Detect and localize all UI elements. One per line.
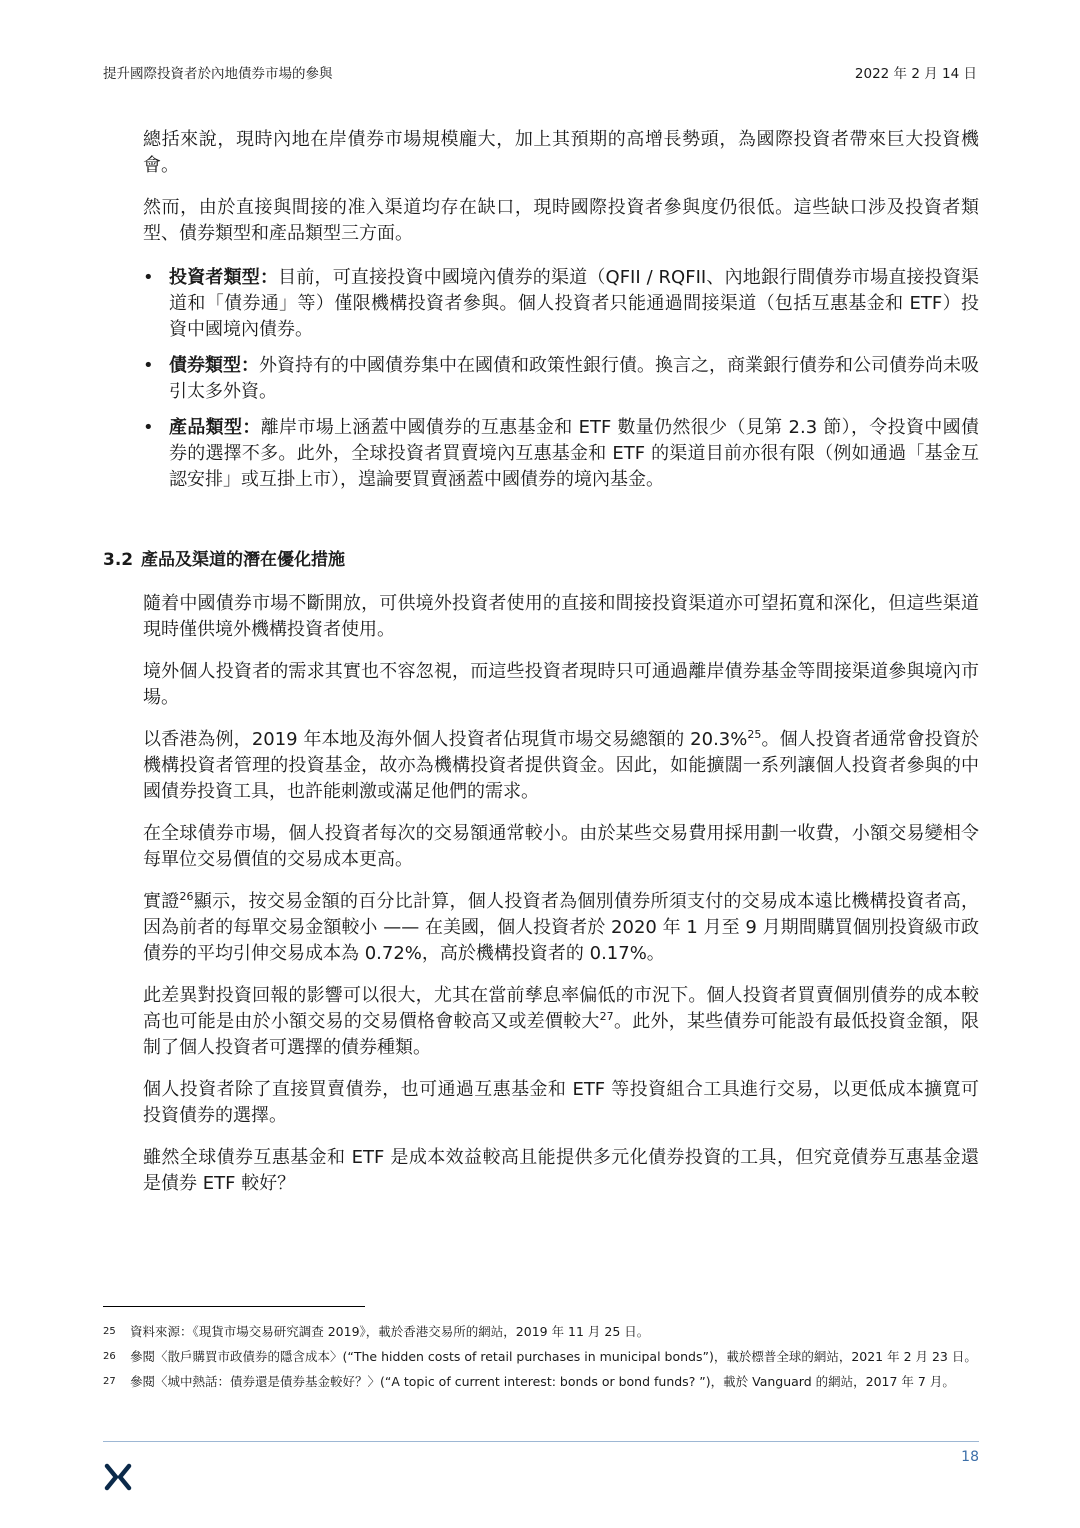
bullet-product-type xyxy=(143,415,979,493)
intro-section xyxy=(143,127,979,511)
footnote-27 xyxy=(103,1372,979,1391)
footnote-number: 25 xyxy=(103,1326,116,1337)
footnote-25 xyxy=(103,1322,979,1341)
body-paragraph-1: 隨着中國債券市場不斷開放，可供境外投資者使用的直接和間接投資渠道亦可望拓寬和深化，但這些渠道現時僅供境外機構投資者使用。 xyxy=(143,593,979,640)
bullet-investor-type xyxy=(143,265,979,343)
footnote-number: 27 xyxy=(103,1376,116,1387)
footnote-text: 參閱〈城中熱話：債券還是債券基金較好？〉(“A topic of current interest: bonds or bond funds? ”)，載於 Vanguard 的網站，2017 年 7 月。 xyxy=(130,1374,955,1389)
body-paragraph-3 xyxy=(143,727,979,805)
bullet-bond-type xyxy=(143,353,979,405)
footer-divider xyxy=(103,1441,979,1442)
header-date: 2022 年 2 月 14 日 xyxy=(854,66,977,82)
section-number: 3.2 xyxy=(103,550,134,570)
section-heading xyxy=(103,545,345,570)
bullet-text: 外資持有的中國債券集中在國債和政策性銀行債。換言之，商業銀行債券和公司債券尚未吸引太多外資。 xyxy=(169,355,979,402)
body-paragraph-7: 個人投資者除了直接買賣債券，也可通過互惠基金和 ETF 等投資組合工具進行交易，以更低成本擴寬可投資債券的選擇。 xyxy=(143,1079,979,1126)
bullet-dot-icon: • xyxy=(143,417,154,438)
bullet-label: 產品類型： xyxy=(169,417,261,438)
gap-bullet-list xyxy=(143,265,979,493)
body-paragraph-5 xyxy=(143,889,979,967)
footnote-ref-25[interactable]: 25 xyxy=(747,728,762,741)
footnotes xyxy=(103,1322,979,1397)
body-text: 。此外，某些債券可能設有最低投資金額，限制了個人投資者可選擇的債券種類。 xyxy=(143,1011,980,1058)
intro-paragraph-2: 然而，由於直接與間接的准入渠道均存在缺口，現時國際投資者參與度仍很低。這些缺口涉及投資者類型、債券類型和產品類型三方面。 xyxy=(143,197,979,244)
intro-paragraph-1: 總括來說，現時內地在岸債券市場規模龐大，加上其預期的高增長勢頭，為國際投資者帶來巨大投資機會。 xyxy=(143,129,979,176)
bullet-text: 離岸市場上涵蓋中國債券的互惠基金和 ETF 數量仍然很少（見第 2.3 節），令投資中國債券的選擇不多。此外，全球投資者買賣境內互惠基金和 ETF 的渠道目前亦很有限（例如通過「基金互認安排」或互掛上市），遑論要買賣涵蓋中國債券的境內基金。 xyxy=(169,417,979,490)
hkex-x-logo-icon xyxy=(104,1463,132,1491)
footnote-26 xyxy=(103,1347,979,1366)
body-text: 此差異對投資回報的影響可以很大，尤其在當前孳息率偏低的市況下。個人投資者買賣個別債券的成本較高也可能是由於小額交易的交易價格會較高又或差價較大 xyxy=(143,985,979,1032)
page-header xyxy=(103,62,977,86)
bullet-label: 投資者類型： xyxy=(169,267,279,288)
body-paragraph-2: 境外個人投資者的需求其實也不容忽視，而這些投資者現時只可通過離岸債券基金等間接渠道參與境內市場。 xyxy=(143,661,979,708)
body-text: 實證 xyxy=(143,891,180,912)
body-paragraph-8: 雖然全球債券互惠基金和 ETF 是成本效益較高且能提供多元化債券投資的工具，但究竟債券互惠基金還是債券 ETF 較好？ xyxy=(143,1147,979,1194)
section-title: 產品及渠道的潛在優化措施 xyxy=(141,550,345,570)
bullet-label: 債券類型： xyxy=(169,355,259,376)
footnote-number: 26 xyxy=(103,1351,116,1362)
footnote-text: 參閱〈散戶購買市政債券的隱含成本〉(“The hidden costs of retail purchases in municipal bonds”)，載於標普全球的網站，2021 年 2 月 23 日。 xyxy=(130,1349,977,1364)
body-text: 。個人投資者通常會投資於機構投資者管理的投資基金，故亦為機構投資者提供資金。因此，如能擴闊一系列讓個人投資者參與的中國債券投資工具，也許能刺激或滿足他們的需求。 xyxy=(143,729,980,802)
footnote-ref-27[interactable]: 27 xyxy=(599,1010,614,1023)
body-paragraph-4: 在全球債券市場，個人投資者每次的交易額通常較小。由於某些交易費用採用劃一收費，小額交易變相令每單位交易價值的交易成本更高。 xyxy=(143,823,979,870)
body-paragraph-6 xyxy=(143,983,979,1061)
bullet-text: 目前，可直接投資中國境內債券的渠道（QFII / RQFII、內地銀行間債券市場直接投資渠道和「債券通」等）僅限機構投資者參與。個人投資者只能通過間接渠道（包括互惠基金和 ETF）投資中國境內債券。 xyxy=(169,267,980,340)
header-title: 提升國際投資者於內地債券市場的參與 xyxy=(103,66,333,82)
page-number: 18 xyxy=(961,1449,979,1465)
body-text: 以香港為例，2019 年本地及海外個人投資者佔現貨市場交易總額的 20.3% xyxy=(143,729,748,750)
bullet-dot-icon: • xyxy=(143,355,154,376)
footnote-ref-26[interactable]: 26 xyxy=(179,890,194,903)
body-section xyxy=(143,591,979,1213)
footnote-divider xyxy=(103,1306,365,1307)
footnote-text: 資料來源：《現貨市場交易研究調查 2019》，載於香港交易所的網站，2019 年 11 月 25 日。 xyxy=(130,1324,650,1339)
bullet-dot-icon: • xyxy=(143,267,154,288)
body-text: 顯示，按交易金額的百分比計算，個人投資者為個別債券所須支付的交易成本遠比機構投資者高，因為前者的每單交易金額較小 —— 在美國，個人投資者於 2020 年 1 月至 9 月期間購買個別投資級市政債券的平均引伸交易成本為 0.72%，高於機構投資者的 0.17%。 xyxy=(143,891,980,964)
